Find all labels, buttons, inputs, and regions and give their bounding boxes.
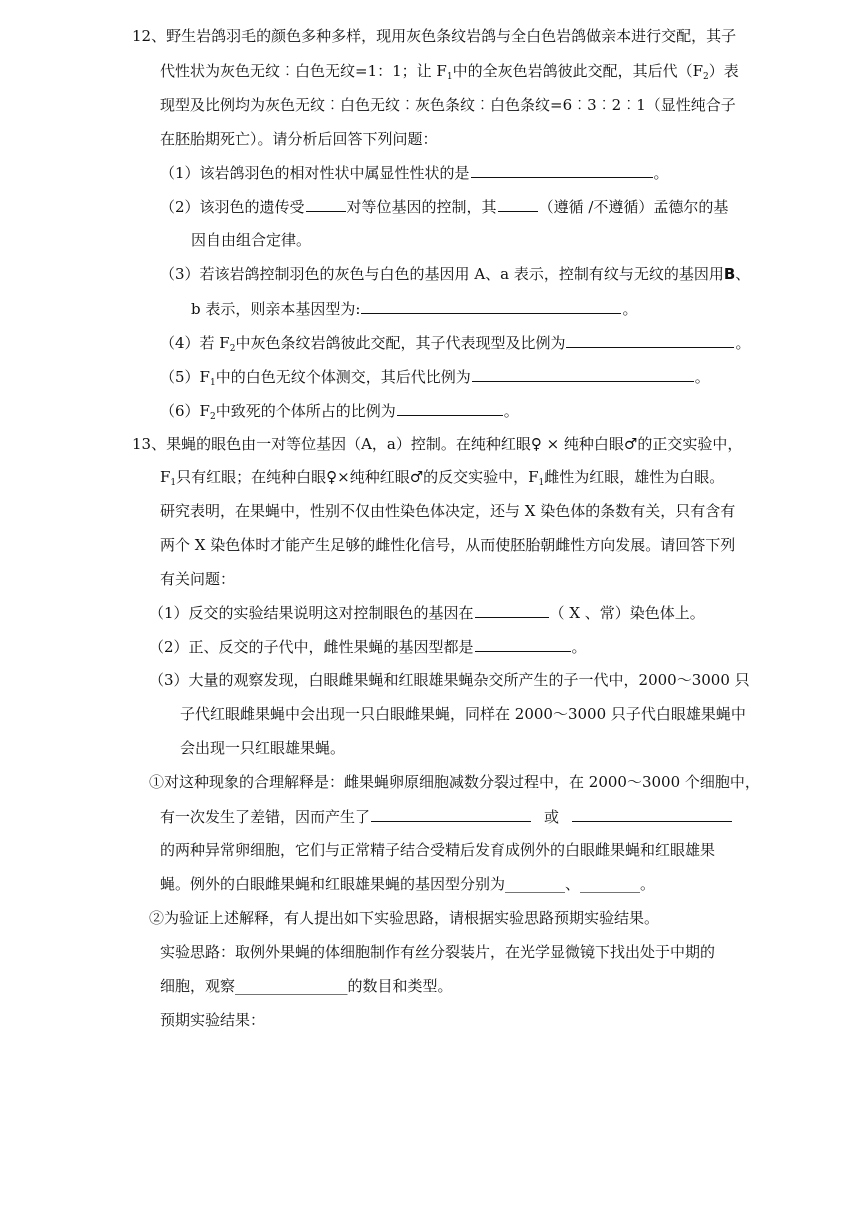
q12-line-2b: 中的全灰色岩鸽彼此交配，其后代（F	[452, 62, 703, 80]
q13-line-2c: 雌性为红眼，雄性为白眼。	[544, 468, 725, 486]
q12-sub-3a: （3）若该岩鸽控制羽色的灰色与白色的基因用 A、a 表示，控制有纹与无纹的基因用	[160, 265, 724, 283]
q12-sub-4a: （4）若 F	[160, 334, 230, 352]
q12-sub-5	[160, 366, 710, 387]
q12-f-subscript-4: 2	[229, 344, 236, 354]
q12-sub-5a: （5）F	[160, 368, 210, 386]
q13-sub-1b: （ X 、常）染色体上。	[549, 604, 705, 622]
q13-c2-line-1: ②为验证上述解释，有人提出如下实验思路，请根据实验思路预期实验结果。	[149, 909, 660, 927]
q13-c1-line-2	[160, 806, 733, 827]
answer-blank[interactable]	[397, 400, 503, 416]
q13-c2-line-2: 实验思路：取例外果蝇的体细胞制作有丝分裂装片，在光学显微镜下找出处于中期的	[160, 943, 716, 961]
q12-sub-3	[160, 264, 750, 284]
q13-sub-3-cont-1: 子代红眼雌果蝇中会出现一只白眼雌果蝇，同样在 2000～3000 只子代白眼雄果蝇中	[180, 705, 746, 723]
q13-c1-or: 或	[544, 808, 560, 826]
q13-f-subscript: 1	[170, 478, 177, 488]
q12-sub-4b: 中灰色条纹岩鸽彼此交配，其子代表现型及比例为	[235, 334, 566, 352]
q13-line-2a: F	[160, 468, 171, 486]
q13-c1-line-1: ①对这种现象的合理解释是：雌果蝇卵原细胞减数分裂过程中，在 2000～3000 个细胞中，	[149, 773, 760, 791]
q12-sub-6	[160, 400, 519, 421]
q12-sub-1	[160, 162, 669, 183]
q13-sub-2-end: 。	[571, 638, 587, 656]
q12-sub-6a: （6）F	[160, 402, 210, 420]
q12-line-2	[160, 61, 739, 81]
q12-sub-3-cont	[191, 298, 637, 319]
q12-sub-5-end: 。	[694, 368, 710, 386]
answer-blank[interactable]	[498, 196, 538, 212]
q13-c1-text: 有一次发生了差错，因而产生了	[160, 808, 371, 826]
q12-line-1: 12、野生岩鸽羽毛的颜色多种多样，现用灰色条纹岩鸽与全白色岩鸽做亲本进行交配，其子	[132, 27, 737, 45]
answer-blank[interactable]	[566, 332, 734, 348]
stray-b-mark: B	[723, 265, 736, 283]
q13-f-subscript-2: 1	[538, 478, 545, 488]
q12-line-3: 现型及比例均为灰色无纹︰白色无纹︰灰色条纹︰白色条纹=6︰3︰2︰1（显性纯合子	[160, 96, 736, 114]
answer-blank[interactable]	[475, 636, 571, 652]
q12-f-subscript-5: 1	[209, 378, 216, 388]
answer-blank[interactable]	[472, 366, 694, 382]
q12-sub-2	[160, 196, 728, 217]
q13-sub-1	[149, 602, 705, 623]
answer-blank[interactable]	[475, 602, 549, 618]
q13-line-1: 13、果蝇的眼色由一对等位基因（A，a）控制。在纯种红眼♀ × 纯种白眼♂的正交实验中，	[132, 435, 743, 453]
answer-blank[interactable]	[371, 806, 531, 822]
q12-line-2a: 代性状为灰色无纹︰白色无纹=1：1；让 F	[160, 62, 447, 80]
q12-sub-3c: b 表示，则亲本基因型为:	[191, 300, 361, 318]
q12-sub-2c: （遵循 /不遵循）孟德尔的基	[538, 198, 729, 216]
q12-sub-6b: 中致死的个体所占的比例为	[215, 402, 396, 420]
q13-sub-3-cont-2: 会出现一只红眼雄果蝇。	[180, 739, 346, 757]
q13-sub-1a: （1）反交的实验结果说明这对控制眼色的基因在	[149, 604, 474, 622]
q12-f-subscript-2: 2	[703, 72, 709, 82]
q13-sub-2a: （2）正、反交的子代中，雌性果蝇的基因型都是	[149, 638, 474, 656]
q12-line-4: 在胚胎期死亡）。请分析后回答下列问题：	[160, 130, 438, 148]
q12-sub-2b: 对等位基因的控制，其	[346, 198, 497, 216]
q13-line-2	[160, 467, 724, 487]
answer-blank[interactable]	[471, 162, 653, 178]
q12-sub-1-end: 。	[653, 164, 669, 182]
q13-line-5: 有关问题：	[160, 570, 236, 588]
q13-c2-line-4: 预期实验结果：	[160, 1011, 266, 1029]
q13-line-2b: 只有红眼；在纯种白眼♀×纯种红眼♂的反交实验中，F	[176, 468, 539, 486]
q12-sub-4	[160, 332, 751, 353]
q12-sub-5b: 中的白色无纹个体测交，其后代比例为	[215, 368, 471, 386]
q12-sub-1-text: （1）该岩鸽羽色的相对性状中属显性性状的是	[160, 164, 470, 182]
q12-f-subscript-6: 2	[209, 412, 216, 422]
q13-sub-3: （3）大量的观察发现，白眼雌果蝇和红眼雄果蝇杂交所产生的子一代中，2000～3000 只	[149, 671, 750, 689]
answer-blank[interactable]	[306, 196, 346, 212]
q13-line-4: 两个 X 染色体时才能产生足够的雌性化信号，从而使胚胎朝雌性方向发展。请回答下列	[160, 536, 736, 554]
q13-c2-line-3: 细胞，观察_______________的数目和类型。	[160, 977, 453, 995]
q13-c1-line-4: 蝇。例外的白眼雌果蝇和红眼雄果蝇的基因型分别为________、________。	[160, 875, 656, 893]
q12-sub-2a: （2）该羽色的遗传受	[160, 198, 305, 216]
q13-c1-line-3: 的两种异常卵细胞，它们与正常精子结合受精后发育成例外的白眼雌果蝇和红眼雄果	[160, 841, 716, 859]
q12-line-2c: ）表	[708, 62, 739, 80]
answer-blank[interactable]	[361, 298, 621, 314]
q12-sub-4-end: 。	[735, 334, 751, 352]
q13-sub-2	[149, 636, 587, 657]
q13-line-3: 研究表明，在果蝇中，性别不仅由性染色体决定，还与 X 染色体的条数有关，只有含有	[160, 502, 736, 520]
q12-sub-3-end: 。	[622, 300, 638, 318]
q12-f-subscript: 1	[446, 72, 453, 82]
q12-sub-3b: 、	[735, 265, 751, 283]
q12-sub-2-cont: 因自由组合定律。	[191, 231, 312, 249]
q12-sub-6-end: 。	[503, 402, 519, 420]
answer-blank[interactable]	[572, 806, 732, 822]
